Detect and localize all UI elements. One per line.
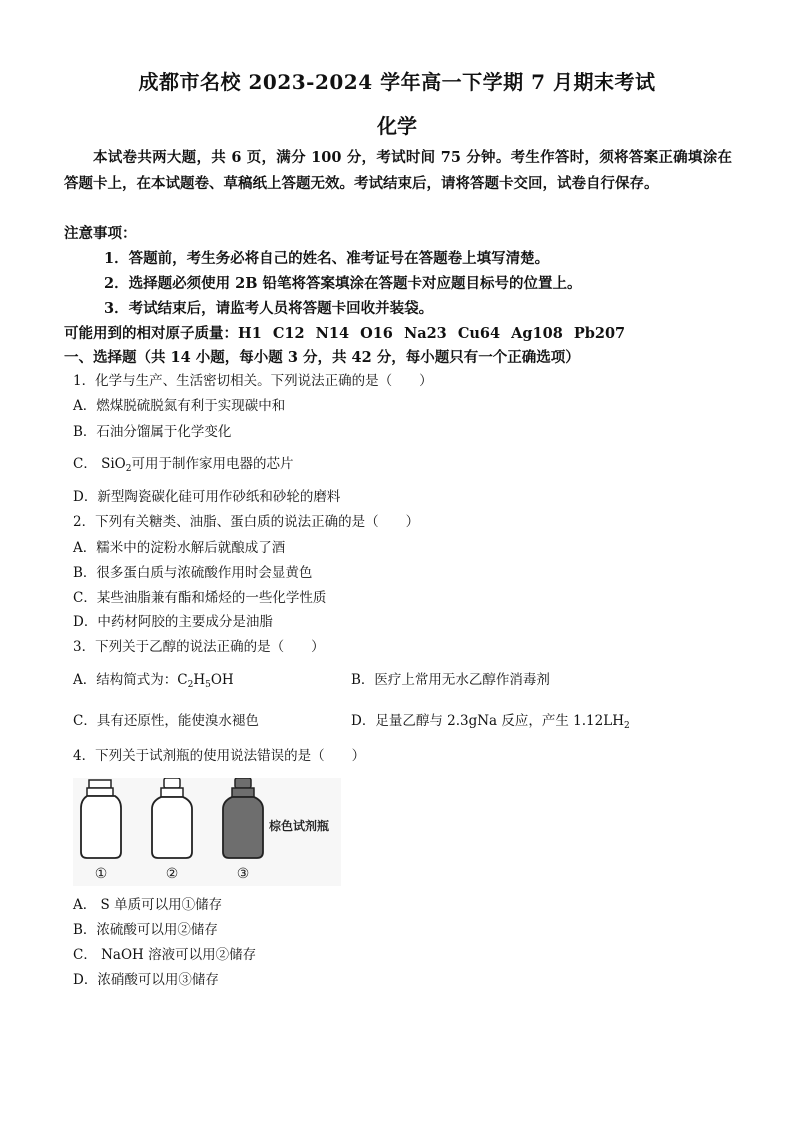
bottle-number-2: ② xyxy=(165,866,179,882)
q3-a-text: A．结构简式为：C xyxy=(73,672,188,688)
atomic-masses: 可能用到的相对原子质量：H1 C12 N14 O16 Na23 Cu64 Ag108 Pb207 xyxy=(64,325,626,342)
q4-option-d: D．浓硝酸可以用③储存 xyxy=(73,972,219,988)
q1-option-b: B．石油分馏属于化学变化 xyxy=(73,424,232,440)
q3-d-sub: 2 xyxy=(623,721,630,731)
q1-option-c xyxy=(73,455,294,478)
q4-option-b: B．浓硫酸可以用②储存 xyxy=(73,922,218,938)
q4-option-a: A． S 单质可以用①储存 xyxy=(73,897,223,913)
q3-stem: 3．下列关于乙醇的说法正确的是（ ） xyxy=(73,639,325,655)
q1-option-c-rest: 可用于制作家用电器的芯片 xyxy=(131,456,294,472)
q2-option-a: A．糯米中的淀粉水解后就酿成了酒 xyxy=(73,540,286,556)
q3-option-d xyxy=(351,712,630,735)
q3-a-sub1: 2 xyxy=(187,680,194,690)
subject-title: 化学 xyxy=(377,114,417,138)
reagent-bottles-figure xyxy=(73,778,341,886)
note-item-2: 2．选择题必须使用 2B 铅笔将答案填涂在答题卡对应题目标号的位置上。 xyxy=(104,275,582,292)
q3-option-b: B．医疗上常用无水乙醇作消毒剂 xyxy=(351,672,550,688)
bottle-number-3: ③ xyxy=(236,866,250,882)
q1-option-d: D．新型陶瓷碳化硅可用作砂纸和砂轮的磨料 xyxy=(73,489,341,505)
q3-a-h: H xyxy=(193,672,206,688)
notes-heading: 注意事项： xyxy=(64,225,137,242)
q2-option-c: C．某些油脂兼有酯和烯烃的一些化学性质 xyxy=(73,590,327,606)
q2-option-b: B．很多蛋白质与浓硫酸作用时会显黄色 xyxy=(73,565,313,581)
q1-stem: 1．化学与生产、生活密切相关。下列说法正确的是（ ） xyxy=(73,373,433,389)
q2-option-d: D．中药材阿胶的主要成分是油脂 xyxy=(73,614,273,630)
note-item-3: 3．考试结束后，请监考人员将答题卡回收并装袋。 xyxy=(104,300,434,317)
bottle-number-1: ① xyxy=(94,866,108,882)
note-item-1: 1．答题前，考生务必将自己的姓名、准考证号在答题卷上填写清楚。 xyxy=(104,250,550,267)
section-heading: 一、选择题（共 14 小题，每小题 3 分，共 42 分，每小题只有一个正确选项） xyxy=(64,349,580,366)
q1-option-c-text: C． SiO xyxy=(73,456,126,472)
q3-option-a xyxy=(73,671,234,694)
q4-option-c: C． NaOH 溶液可以用②储存 xyxy=(73,947,257,963)
q3-a-sub2: 5 xyxy=(205,680,211,690)
q4-stem: 4．下列关于试剂瓶的使用说法错误的是（ ） xyxy=(73,748,366,764)
q3-option-c: C．具有还原性，能使溴水褪色 xyxy=(73,713,259,729)
q3-a-oh: OH xyxy=(210,672,234,688)
q1-option-a: A．燃煤脱硫脱氮有利于实现碳中和 xyxy=(73,398,286,414)
q3-d-text: D．足量乙醇与 2.3gNa 反应，产生 1.12LH xyxy=(351,713,624,729)
brown-bottle-label: 棕色试剂瓶 xyxy=(269,819,330,833)
q2-stem: 2．下列有关糖类、油脂、蛋白质的说法正确的是（ ） xyxy=(73,514,420,530)
q1-option-c-sub: 2 xyxy=(125,464,132,474)
exam-title: 成都市名校 2023-2024 学年高一下学期 7 月期末考试 xyxy=(138,70,656,94)
intro-paragraph: 本试卷共两大题，共 6 页，满分 100 分，考试时间 75 分钟。考生作答时，须将答案正确填涂在答题卡上，在本试题卷、草稿纸上答题无效。考试结束后，请将答题卡交回，试卷自行保存。 xyxy=(64,149,732,192)
